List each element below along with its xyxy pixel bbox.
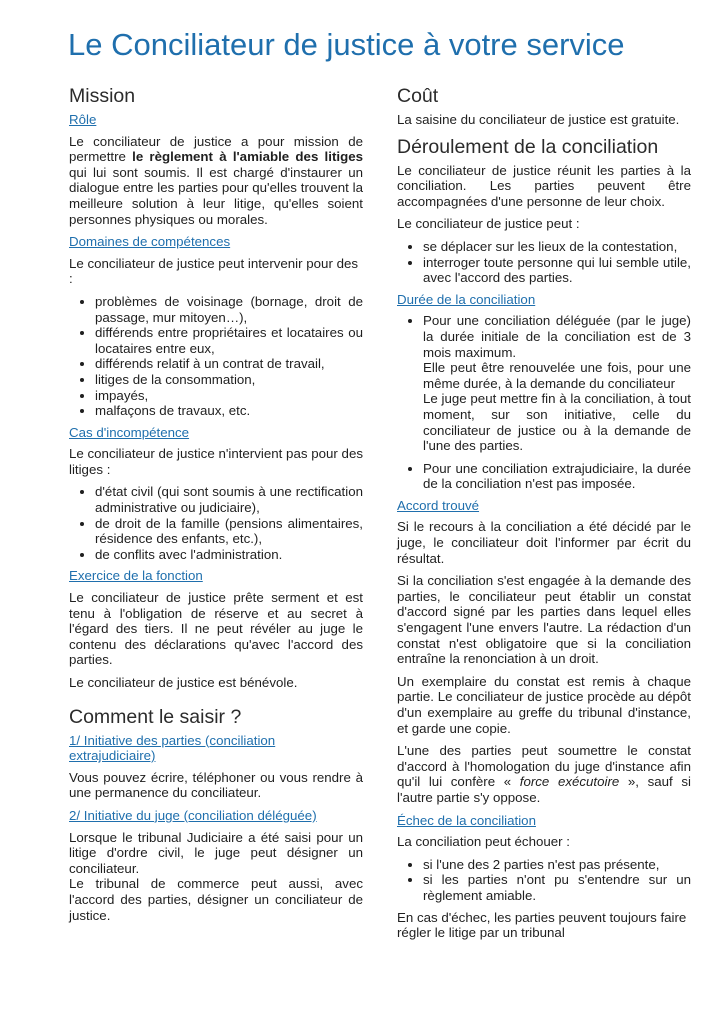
list-item: • de conflits avec l'administration. xyxy=(95,547,363,563)
left-column xyxy=(69,84,363,930)
cout-heading: Coût xyxy=(397,85,439,107)
list-item: • litiges de la consommation, xyxy=(95,372,363,388)
saisir-heading: Comment le saisir ? xyxy=(69,705,242,728)
echec-link[interactable]: Échec de la conciliation xyxy=(397,812,536,828)
list-item: • problèmes de voisinage (bornage, droit de passage, mur mitoyen…), xyxy=(95,294,363,325)
page-title: Le Conciliateur de justice à votre service xyxy=(68,27,625,62)
domaines-link[interactable]: Domaines de compétences xyxy=(69,234,231,250)
domaines-intro: Le conciliateur de justice peut intervenir pour des : xyxy=(69,255,359,287)
list-item: • si les parties n'ont pu s'entendre sur un règlement amiable. xyxy=(423,872,691,903)
list-item: • de droit de la famille (pensions alimentaires, résidence des enfants, etc.), xyxy=(95,516,363,547)
echec-list xyxy=(397,857,691,904)
incompetence-intro: Le conciliateur de justice n'intervient pas pour des litiges : xyxy=(69,446,363,477)
initiative-juge-link[interactable]: 2/ Initiative du juge (conciliation déléguée) xyxy=(69,807,317,823)
domaines-list xyxy=(69,294,363,419)
list-item: • impayés, xyxy=(95,388,363,404)
list-item: • Pour une conciliation extrajudiciaire, la durée de la conciliation n'est pas imposée. xyxy=(423,461,691,492)
list-item: • d'état civil (qui sont soumis à une rectification administrative ou judiciaire), xyxy=(95,484,363,515)
list-item: • se déplacer sur les lieux de la contestation, xyxy=(423,239,691,255)
duree-list xyxy=(397,313,691,492)
accord-paragraph-1: Si le recours à la conciliation a été décidé par le juge, le conciliateur doit l'informer par écrit du résultat. xyxy=(397,519,691,566)
role-bold-text: le règlement à l'amiable des litiges xyxy=(132,149,363,165)
deroulement-heading: Déroulement de la conciliation xyxy=(397,135,659,158)
list-item: • différends relatif à un contrat de travail, xyxy=(95,356,363,372)
incompetence-link[interactable]: Cas d'incompétence xyxy=(69,424,190,440)
exercice-link[interactable]: Exercice de la fonction xyxy=(69,568,203,584)
accord-paragraph-3: Un exemplaire du constat est remis à chaque partie. Le conciliateur de justice procède au dépôt d'un exemplaire au greffe du tribunal d'instance, et garde une copie. xyxy=(397,673,691,736)
mission-heading: Mission xyxy=(69,85,136,107)
role-link[interactable]: Rôle xyxy=(69,112,97,127)
right-column xyxy=(397,84,691,948)
deroulement-paragraph: Le conciliateur de justice réunit les parties à la conciliation. Les parties peuvent être accompagnées d'une personne de leur choix. xyxy=(397,162,691,209)
list-item: • si l'une des 2 parties n'est pas présente, xyxy=(423,857,691,873)
exercice-paragraph: Le conciliateur de justice prête serment et est tenu à l'obligation de réserve et au secret à l'égard des tiers. Il ne peut révéler au juge le contenu des déclarations qu'avec l'accord des parties. xyxy=(69,590,363,668)
accord-link[interactable]: Accord trouvé xyxy=(397,497,480,513)
list-item: • Pour une conciliation déléguée (par le juge) la durée initiale de la conciliation est de 3 mois maximum. Elle peut être renouvelée une fois, pour une même durée, à la demande du conciliateur Le juge peut mettre fin à la conciliation, à tout moment, sur son initiative, celle du conciliateur de justice ou à la demande de l'une des parties. xyxy=(423,313,691,453)
list-item: • différends entre propriétaires et locataires ou locataires entre eux, xyxy=(95,325,363,356)
force-executoire-text: force exécutoire xyxy=(519,774,620,790)
benevole-paragraph: Le conciliateur de justice est bénévole. xyxy=(69,675,298,690)
role-paragraph: Le conciliateur de justice a pour mission de permettre le règlement à l'amiable des litiges qui lui sont soumis. Il est chargé d'instaurer un dialogue entre les parties pour qu'elles trouvent la meilleure solution à leur litige, qu'elles soient personnes physiques ou morales. xyxy=(69,133,363,227)
accord-paragraph-4: L'une des parties peut soumettre le constat d'accord à l'homologation du juge d'instance afin qu'il lui confère « force exécutoire », sauf si l'autre partie s'y oppose. xyxy=(397,743,691,805)
duree-link[interactable]: Durée de la conciliation xyxy=(397,291,536,307)
list-item: • interroger toute personne qui lui semble utile, avec l'accord des parties. xyxy=(423,255,691,286)
initiative-parties-link[interactable]: 1/ Initiative des parties (conciliation extrajudiciaire) xyxy=(69,732,276,764)
echec-paragraph: En cas d'échec, les parties peuvent toujours faire régler le litige par un tribunal xyxy=(397,909,687,941)
initiative-juge-paragraph: Lorsque le tribunal Judiciaire a été saisi pour un litige d'ordre civil, le juge peut désigner un conciliateur. Le tribunal de commerce peut aussi, avec l'accord des parties, désigner un conciliateur de justice. xyxy=(69,829,363,923)
incompetence-list xyxy=(69,484,363,562)
deroulement-intro: Le conciliateur de justice peut : xyxy=(397,216,580,232)
initiative-parties-paragraph: Vous pouvez écrire, téléphoner ou vous rendre à une permanence du conciliateur. xyxy=(69,769,363,801)
cout-paragraph: La saisine du conciliateur de justice est gratuite. xyxy=(397,112,680,127)
accord-paragraph-2: Si la conciliation s'est engagée à la demande des parties, le conciliateur peut établir un constat d'accord signé par les parties dans lequel elles s'engagent l'une envers l'autre. La rédaction d'un constat n'est obligatoire que si la conciliation entraîne la renonciation à un droit. xyxy=(397,573,691,667)
list-item: • malfaçons de travaux, etc. xyxy=(95,403,363,419)
deroulement-list xyxy=(397,239,691,286)
echec-intro: La conciliation peut échouer : xyxy=(397,834,570,850)
